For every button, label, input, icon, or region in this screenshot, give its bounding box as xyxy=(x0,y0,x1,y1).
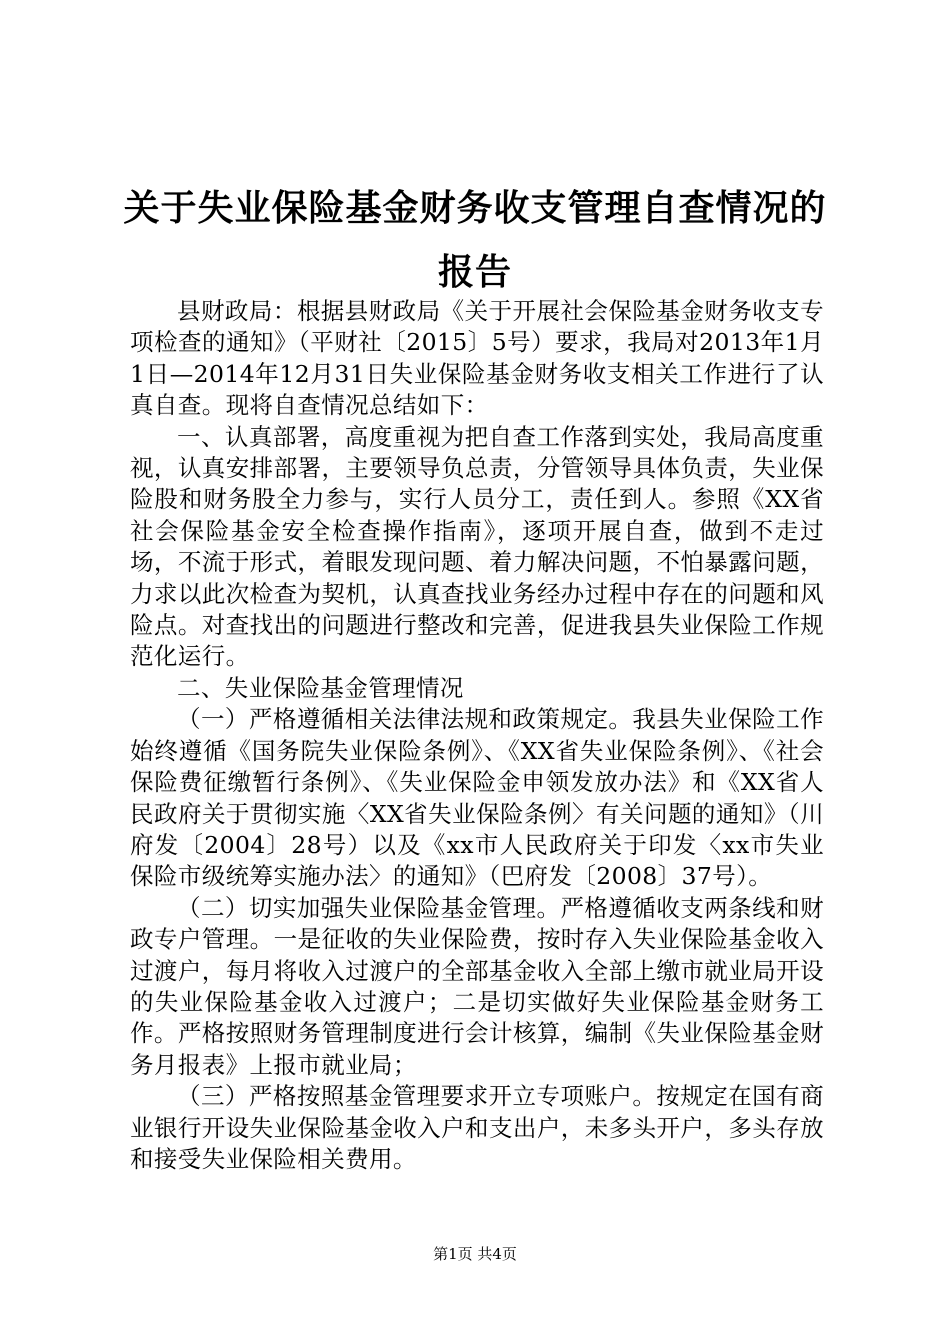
paragraph-item-1: （一）严格遵循相关法律法规和政策规定。我县失业保险工作始终遵循《国务院失业保险条例》、《XX省失业保险条例》、《社会保险费征缴暂行条例》、《失业保险金申领发放办法》和《XX省人民政府关于贯彻实施〈XX省失业保险条例〉有关问题的通知》（川府发〔2004〕28号）以及《xx市人民政府关于印发〈xx市失业保险市级统筹实施办法〉的通知》（巴府发〔2008〕37号）。 xyxy=(130,705,824,891)
page-number-footer: 第1页 共4页 xyxy=(433,1245,517,1263)
document-title: 关于失业保险基金财务收支管理自查情况的报告 xyxy=(123,187,827,293)
paragraph-item-3: （三）严格按照基金管理要求开立专项账户。按规定在国有商业银行开设失业保险基金收入户和支出户，未多头开户，多头存放和接受失业保险相关费用。 xyxy=(130,1082,824,1173)
paragraph-section-2-heading: 二、失业保险基金管理情况 xyxy=(177,673,464,702)
paragraph-intro: 县财政局：根据县财政局《关于开展社会保险基金财务收支专项检查的通知》（平财社〔2015〕5号）要求，我局对2013年1月1日—2014年12月31日失业保险基金财务收支相关工作进行了认真自查。现将自查情况总结如下： xyxy=(130,297,824,420)
paragraph-item-2: （二）切实加强失业保险基金管理。严格遵循收支两条线和财政专户管理。一是征收的失业保险费，按时存入失业保险基金收入过渡户，每月将收入过渡户的全部基金收入全部上缴市就业局开设的失业保险基金收入过渡户；二是切实做好失业保险基金财务工作。严格按照财务管理制度进行会计核算，编制《失业保险基金财务月报表》上报市就业局； xyxy=(130,893,824,1079)
document-body xyxy=(130,296,824,1175)
paragraph-section-1: 一、认真部署，高度重视为把自查工作落到实处，我局高度重视，认真安排部署，主要领导负总责，分管领导具体负责，失业保险股和财务股全力参与，实行人员分工，责任到人。参照《XX省社会保险基金安全检查操作指南》，逐项开展自查，做到不走过场，不流于形式，着眼发现问题、着力解决问题，不怕暴露问题，力求以此次检查为契机，认真查找业务经办过程中存在的问题和风险点。对查找出的问题进行整改和完善，促进我县失业保险工作规范化运行。 xyxy=(130,422,824,671)
